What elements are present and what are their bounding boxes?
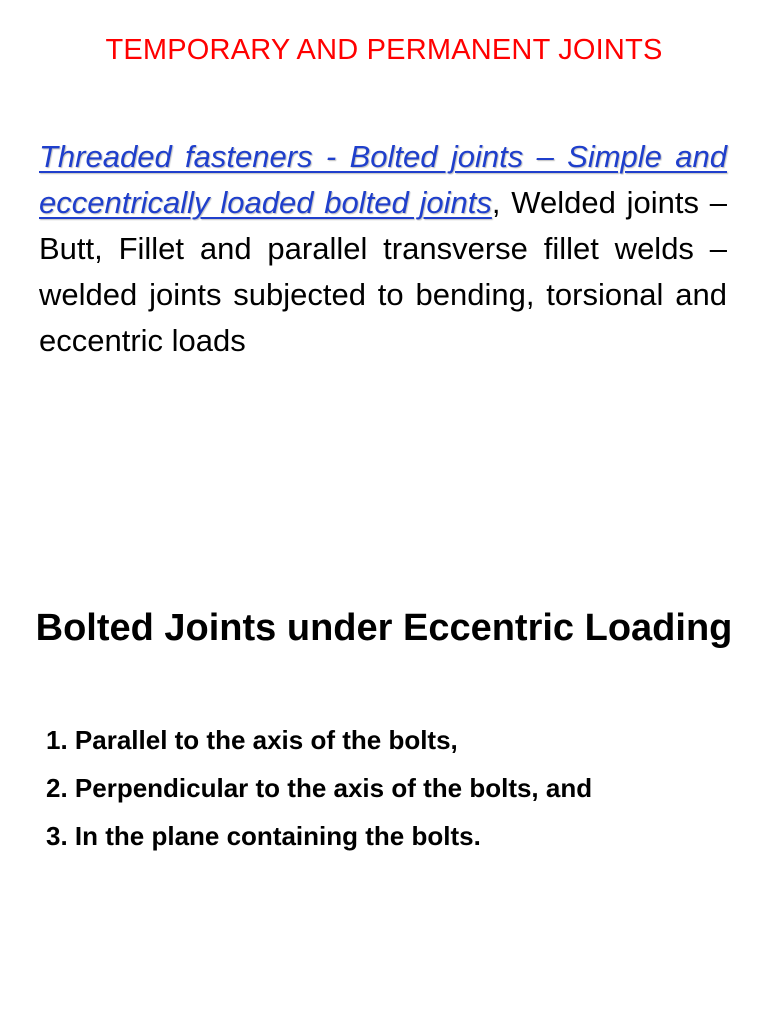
list-item: 1. Parallel to the axis of the bolts,	[46, 725, 458, 755]
syllabus-separator: ,	[491, 185, 501, 220]
list-item: 3. In the plane containing the bolts.	[46, 821, 481, 851]
page-title: TEMPORARY AND PERMANENT JOINTS	[105, 34, 663, 66]
loading-cases-list	[46, 716, 746, 860]
syllabus-paragraph	[39, 134, 727, 364]
syllabus-body-text: Welded joints – Butt, Fillet and parallel transverse fillet welds – welded joints subjected to bending, torsional and eccentric loads	[39, 185, 728, 358]
list-item: 2. Perpendicular to the axis of the bolts, and	[46, 773, 593, 803]
section-heading: Bolted Joints under Eccentric Loading	[35, 607, 733, 649]
syllabus-highlight-text: Threaded fasteners - Bolted joints – Simple and eccentrically loaded bolted joints	[39, 139, 727, 220]
